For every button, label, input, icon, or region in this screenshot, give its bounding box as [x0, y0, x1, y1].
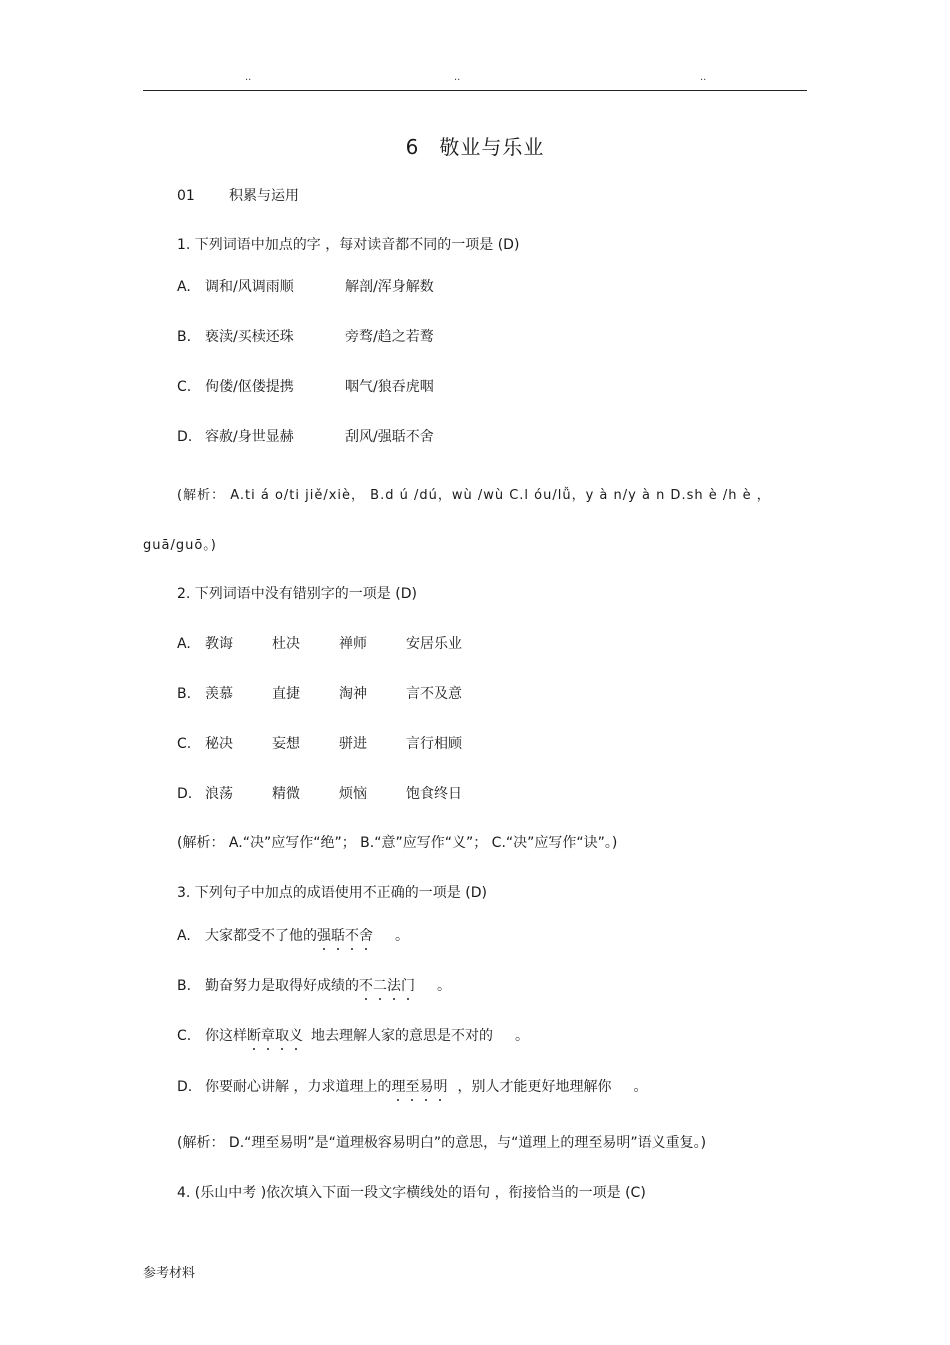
option-word-2: 咽气/狼吞虎咽	[345, 379, 434, 395]
option-text-2: 地去理解人家的意思是不对的	[311, 1028, 493, 1044]
option-word-1: 教诲	[205, 636, 233, 652]
emphasis-char: 聒	[331, 925, 345, 945]
option-word-4: 安居乐业	[406, 636, 462, 652]
q2-analysis: (解析： A.“决”应写作“绝”； B.“意”应写作“义”； C.“决”应写作“诀”。)	[177, 835, 618, 851]
option-word-3: 骈进	[339, 736, 367, 752]
q3-analysis: (解析： D.“理至易明”是“道理极容易明白”的意思，与“道理上的理至易明”语义重复。)	[177, 1135, 707, 1151]
emphasis-char: 二	[373, 975, 387, 995]
option-word-2: 精微	[272, 786, 300, 802]
dotted-idiom	[391, 1079, 447, 1095]
option-word-1: 容赦/身世显赫	[205, 429, 294, 445]
option-word-2: 妄想	[272, 736, 300, 752]
option-text: 勤奋努力是取得好成绩的	[205, 978, 359, 994]
option-word-1: 秘决	[205, 736, 233, 752]
lesson-title: 敬业与乐业	[439, 135, 545, 159]
header-dots-left: ..	[245, 72, 252, 83]
option-letter: C.	[177, 1028, 192, 1044]
q2-option-c	[177, 733, 462, 753]
option-letter: C.	[177, 379, 192, 395]
emphasis-char: 门	[401, 975, 415, 995]
option-text-2: ，别人才能更好地理解你	[457, 1079, 612, 1095]
emphasis-char: 章	[261, 1025, 275, 1045]
dotted-idiom	[317, 928, 373, 944]
header-dots-right: ..	[700, 72, 707, 83]
section-number: 01	[177, 188, 195, 204]
q1-option-d	[177, 426, 434, 446]
emphasis-char: 至	[405, 1076, 419, 1096]
option-word-1: 羡慕	[205, 686, 233, 702]
q2-option-a	[177, 633, 462, 653]
emphasis-char: 法	[387, 975, 401, 995]
q1-option-c	[177, 376, 434, 396]
q3-stem: 3. 下列句子中加点的成语使用不正确的一项是 (D)	[177, 885, 487, 901]
option-word-4: 言不及意	[406, 686, 462, 702]
q4-stem: 4. (乐山中考 )依次填入下面一段文字横线处的语句 ，衔接恰当的一项是 (C)	[177, 1185, 646, 1201]
option-text: 大家都受不了他的	[205, 928, 317, 944]
emphasis-char: 义	[289, 1025, 303, 1045]
option-word-3: 禅师	[339, 636, 367, 652]
option-letter: D.	[177, 429, 193, 445]
emphasis-char: 不	[345, 925, 359, 945]
section-heading	[177, 185, 299, 205]
q2-option-d	[177, 783, 462, 803]
option-letter: D.	[177, 786, 193, 802]
q1-option-b	[177, 326, 434, 346]
q2-option-b	[177, 683, 462, 703]
q3-option-c	[177, 1025, 529, 1045]
option-letter: A.	[177, 636, 191, 652]
q1-stem: 1. 下列词语中加点的字 ，每对读音都不同的一项是 (D)	[177, 237, 520, 253]
q1-analysis-line-2: guā/guō。)	[143, 538, 217, 553]
option-word-3: 淘神	[339, 686, 367, 702]
option-end: 。	[633, 1079, 648, 1095]
option-end: 。	[437, 978, 451, 994]
q1-analysis-line-1: (解析： A.ti á o/ti jiě/xiè， B.d ú /dú，wù /wù C.l óu/lǚ，y à n/y à n D.sh è /h è ，	[177, 488, 771, 503]
option-letter: B.	[177, 329, 192, 345]
emphasis-char: 易	[419, 1076, 433, 1096]
option-text: 你这样	[205, 1028, 247, 1044]
option-end: 。	[515, 1028, 529, 1044]
dotted-idiom	[359, 978, 415, 994]
q2-stem: 2. 下列词语中没有错别字的一项是 (D)	[177, 586, 417, 602]
option-word-2: 解剖/浑身解数	[345, 279, 434, 295]
option-word-2: 直捷	[272, 686, 300, 702]
q3-option-d	[177, 1076, 647, 1096]
emphasis-char: 取	[275, 1025, 289, 1045]
dotted-idiom	[247, 1028, 303, 1044]
header-dots-center: ..	[454, 72, 461, 83]
emphasis-char: 断	[247, 1025, 261, 1045]
option-word-2: 旁骛/趋之若鹜	[345, 329, 434, 345]
emphasis-char: 不	[359, 975, 373, 995]
option-end: 。	[395, 928, 409, 944]
option-letter: A.	[177, 279, 191, 295]
emphasis-char: 理	[391, 1076, 405, 1096]
emphasis-char: 强	[317, 925, 331, 945]
header-rule	[143, 90, 807, 91]
emphasis-char: 舍	[359, 925, 373, 945]
option-word-4: 饱食终日	[406, 786, 462, 802]
footer-label: 参考材料	[143, 1266, 196, 1281]
option-word-1: 佝偻/伛偻提携	[205, 379, 294, 395]
option-letter: A.	[177, 928, 191, 944]
option-word-2: 刮风/强聒不舍	[345, 429, 434, 445]
q1-option-a	[177, 276, 434, 296]
emphasis-char: 明	[433, 1076, 447, 1096]
option-word-1: 亵渎/买椟还珠	[205, 329, 294, 345]
option-letter: D.	[177, 1079, 193, 1095]
option-letter: C.	[177, 736, 192, 752]
q3-option-b	[177, 975, 451, 995]
q3-option-a	[177, 925, 409, 945]
option-word-3: 烦恼	[339, 786, 367, 802]
option-letter: B.	[177, 686, 192, 702]
option-letter: B.	[177, 978, 192, 994]
option-word-2: 杜决	[272, 636, 300, 652]
option-word-1: 调和/风调雨顺	[205, 279, 294, 295]
option-text: 你要耐心讲解 ，力求道理上的	[205, 1079, 392, 1095]
section-label: 积累与运用	[229, 188, 299, 204]
option-word-4: 言行相顾	[406, 736, 462, 752]
lesson-number: 6	[405, 135, 420, 159]
option-word-1: 浪荡	[205, 786, 233, 802]
page-title	[0, 131, 950, 160]
